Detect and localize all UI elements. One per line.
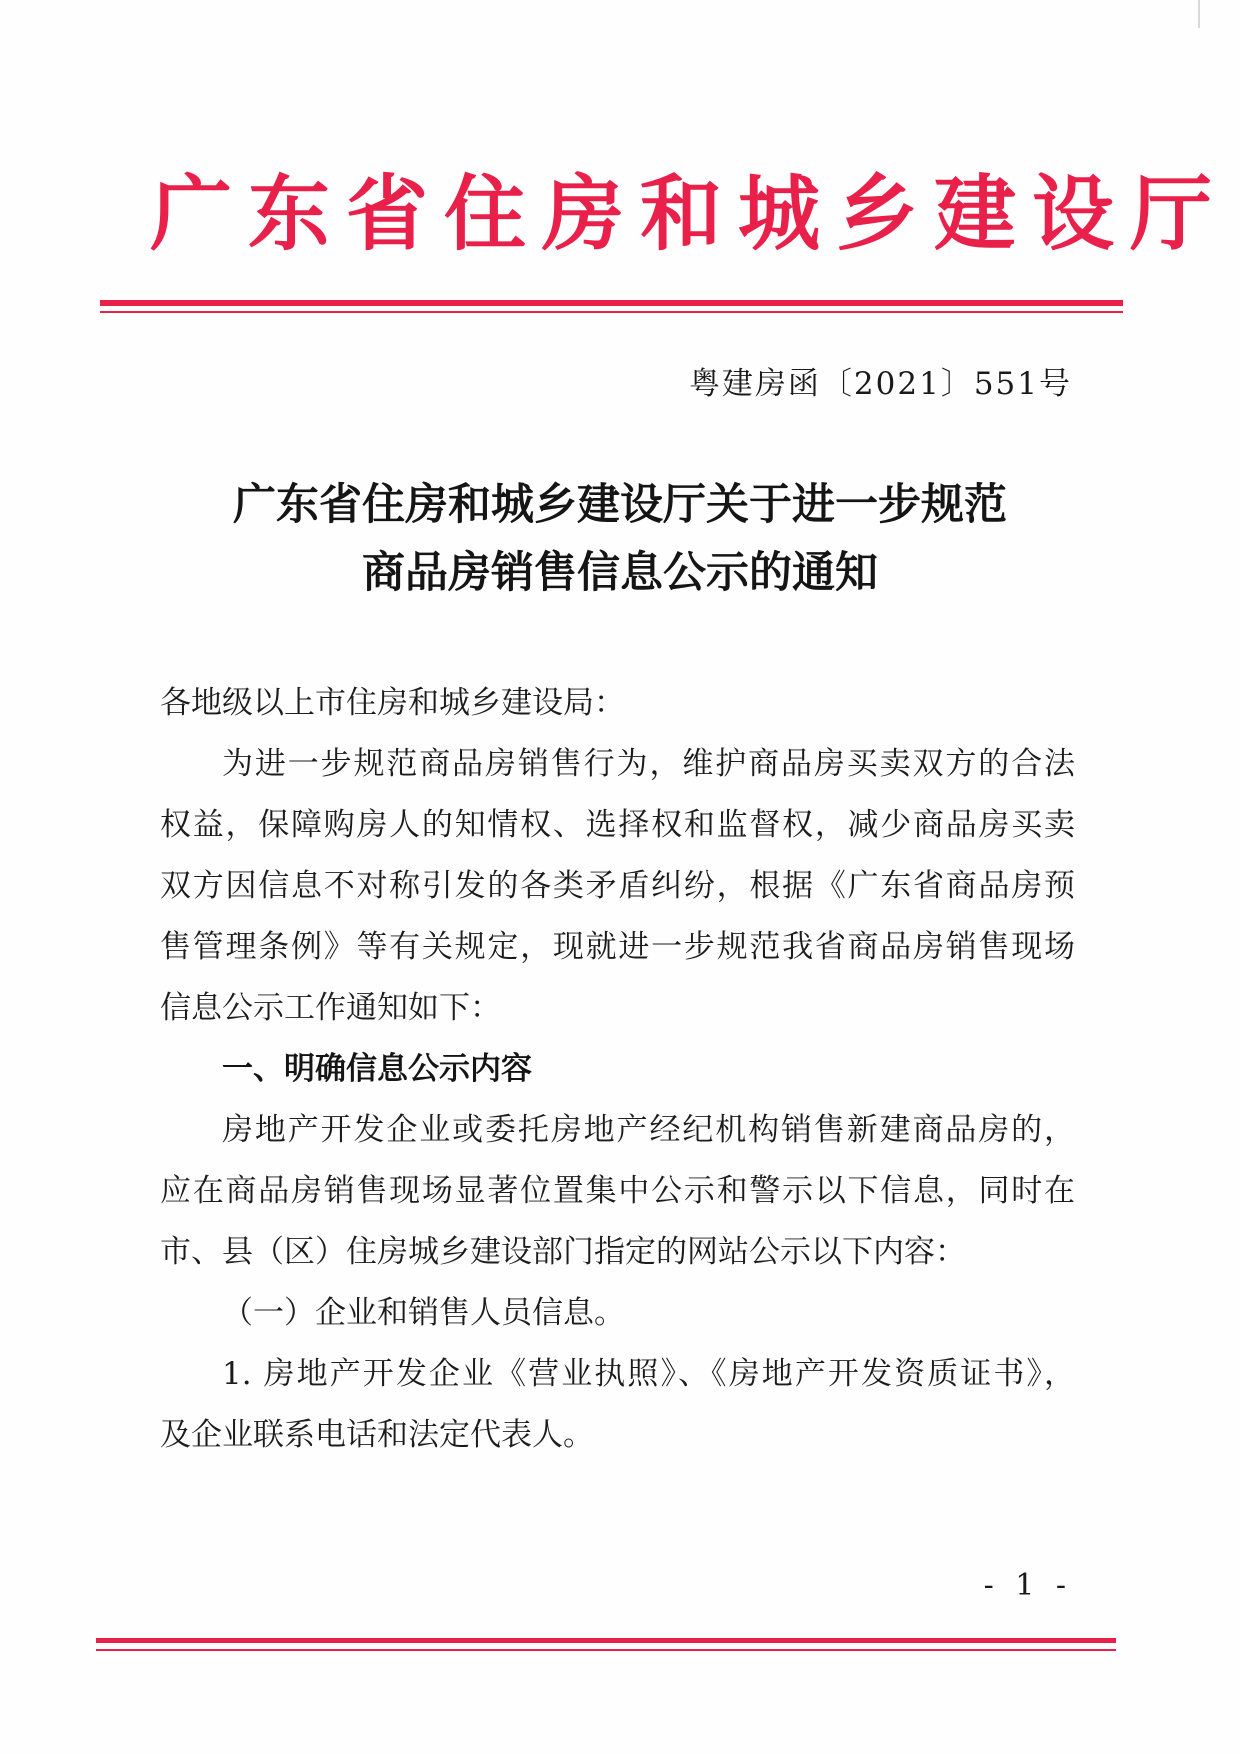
subsection-heading: （一）企业和销售人员信息。 <box>222 1295 625 1331</box>
item-line: 及企业联系电话和法定代表人。 <box>160 1417 594 1453</box>
page-number: - 1 - <box>983 1568 1072 1603</box>
item-line: 1. 房地产开发企业《营业执照》、《房地产开发资质证书》， <box>222 1356 1075 1392</box>
footer-red-rule-thick <box>96 1638 1116 1643</box>
intro-line: 为进一步规范商品房销售行为，维护商品房买卖双方的合法 <box>222 746 1075 782</box>
section-paragraph-line: 市、县（区）住房城乡建设部门指定的网站公示以下内容： <box>160 1234 966 1270</box>
intro-line: 双方因信息不对称引发的各类矛盾纠纷，根据《广东省商品房预 <box>160 868 1075 904</box>
footer-red-rule-thin <box>96 1649 1116 1651</box>
intro-line: 信息公示工作通知如下： <box>160 990 501 1026</box>
addressee: 各地级以上市住房和城乡建设局： <box>160 685 625 721</box>
letterhead-red-rule-thick <box>100 300 1123 306</box>
letterhead-red-rule-thin <box>100 311 1123 313</box>
document-title-line-1: 广东省住房和城乡建设厅关于进一步规范 <box>233 480 1007 530</box>
section-paragraph-line: 房地产开发企业或委托房地产经纪机构销售新建商品房的， <box>222 1112 1075 1148</box>
intro-line: 售管理条例》等有关规定，现就进一步规范我省商品房销售现场 <box>160 929 1075 965</box>
document-title-line-2: 商品房销售信息公示的通知 <box>362 548 878 598</box>
section-heading: 一、明确信息公示内容 <box>222 1051 532 1087</box>
letterhead-org-name: 广东省住房和城乡建设厅 <box>150 167 1229 262</box>
section-paragraph-line: 应在商品房销售现场显著位置集中公示和警示以下信息，同时在 <box>160 1173 1075 1209</box>
intro-line: 权益，保障购房人的知情权、选择权和监督权，减少商品房买卖 <box>160 807 1075 843</box>
scan-edge-mark <box>1198 0 1200 28</box>
document-number: 粤建房函〔2021〕551号 <box>688 366 1072 402</box>
